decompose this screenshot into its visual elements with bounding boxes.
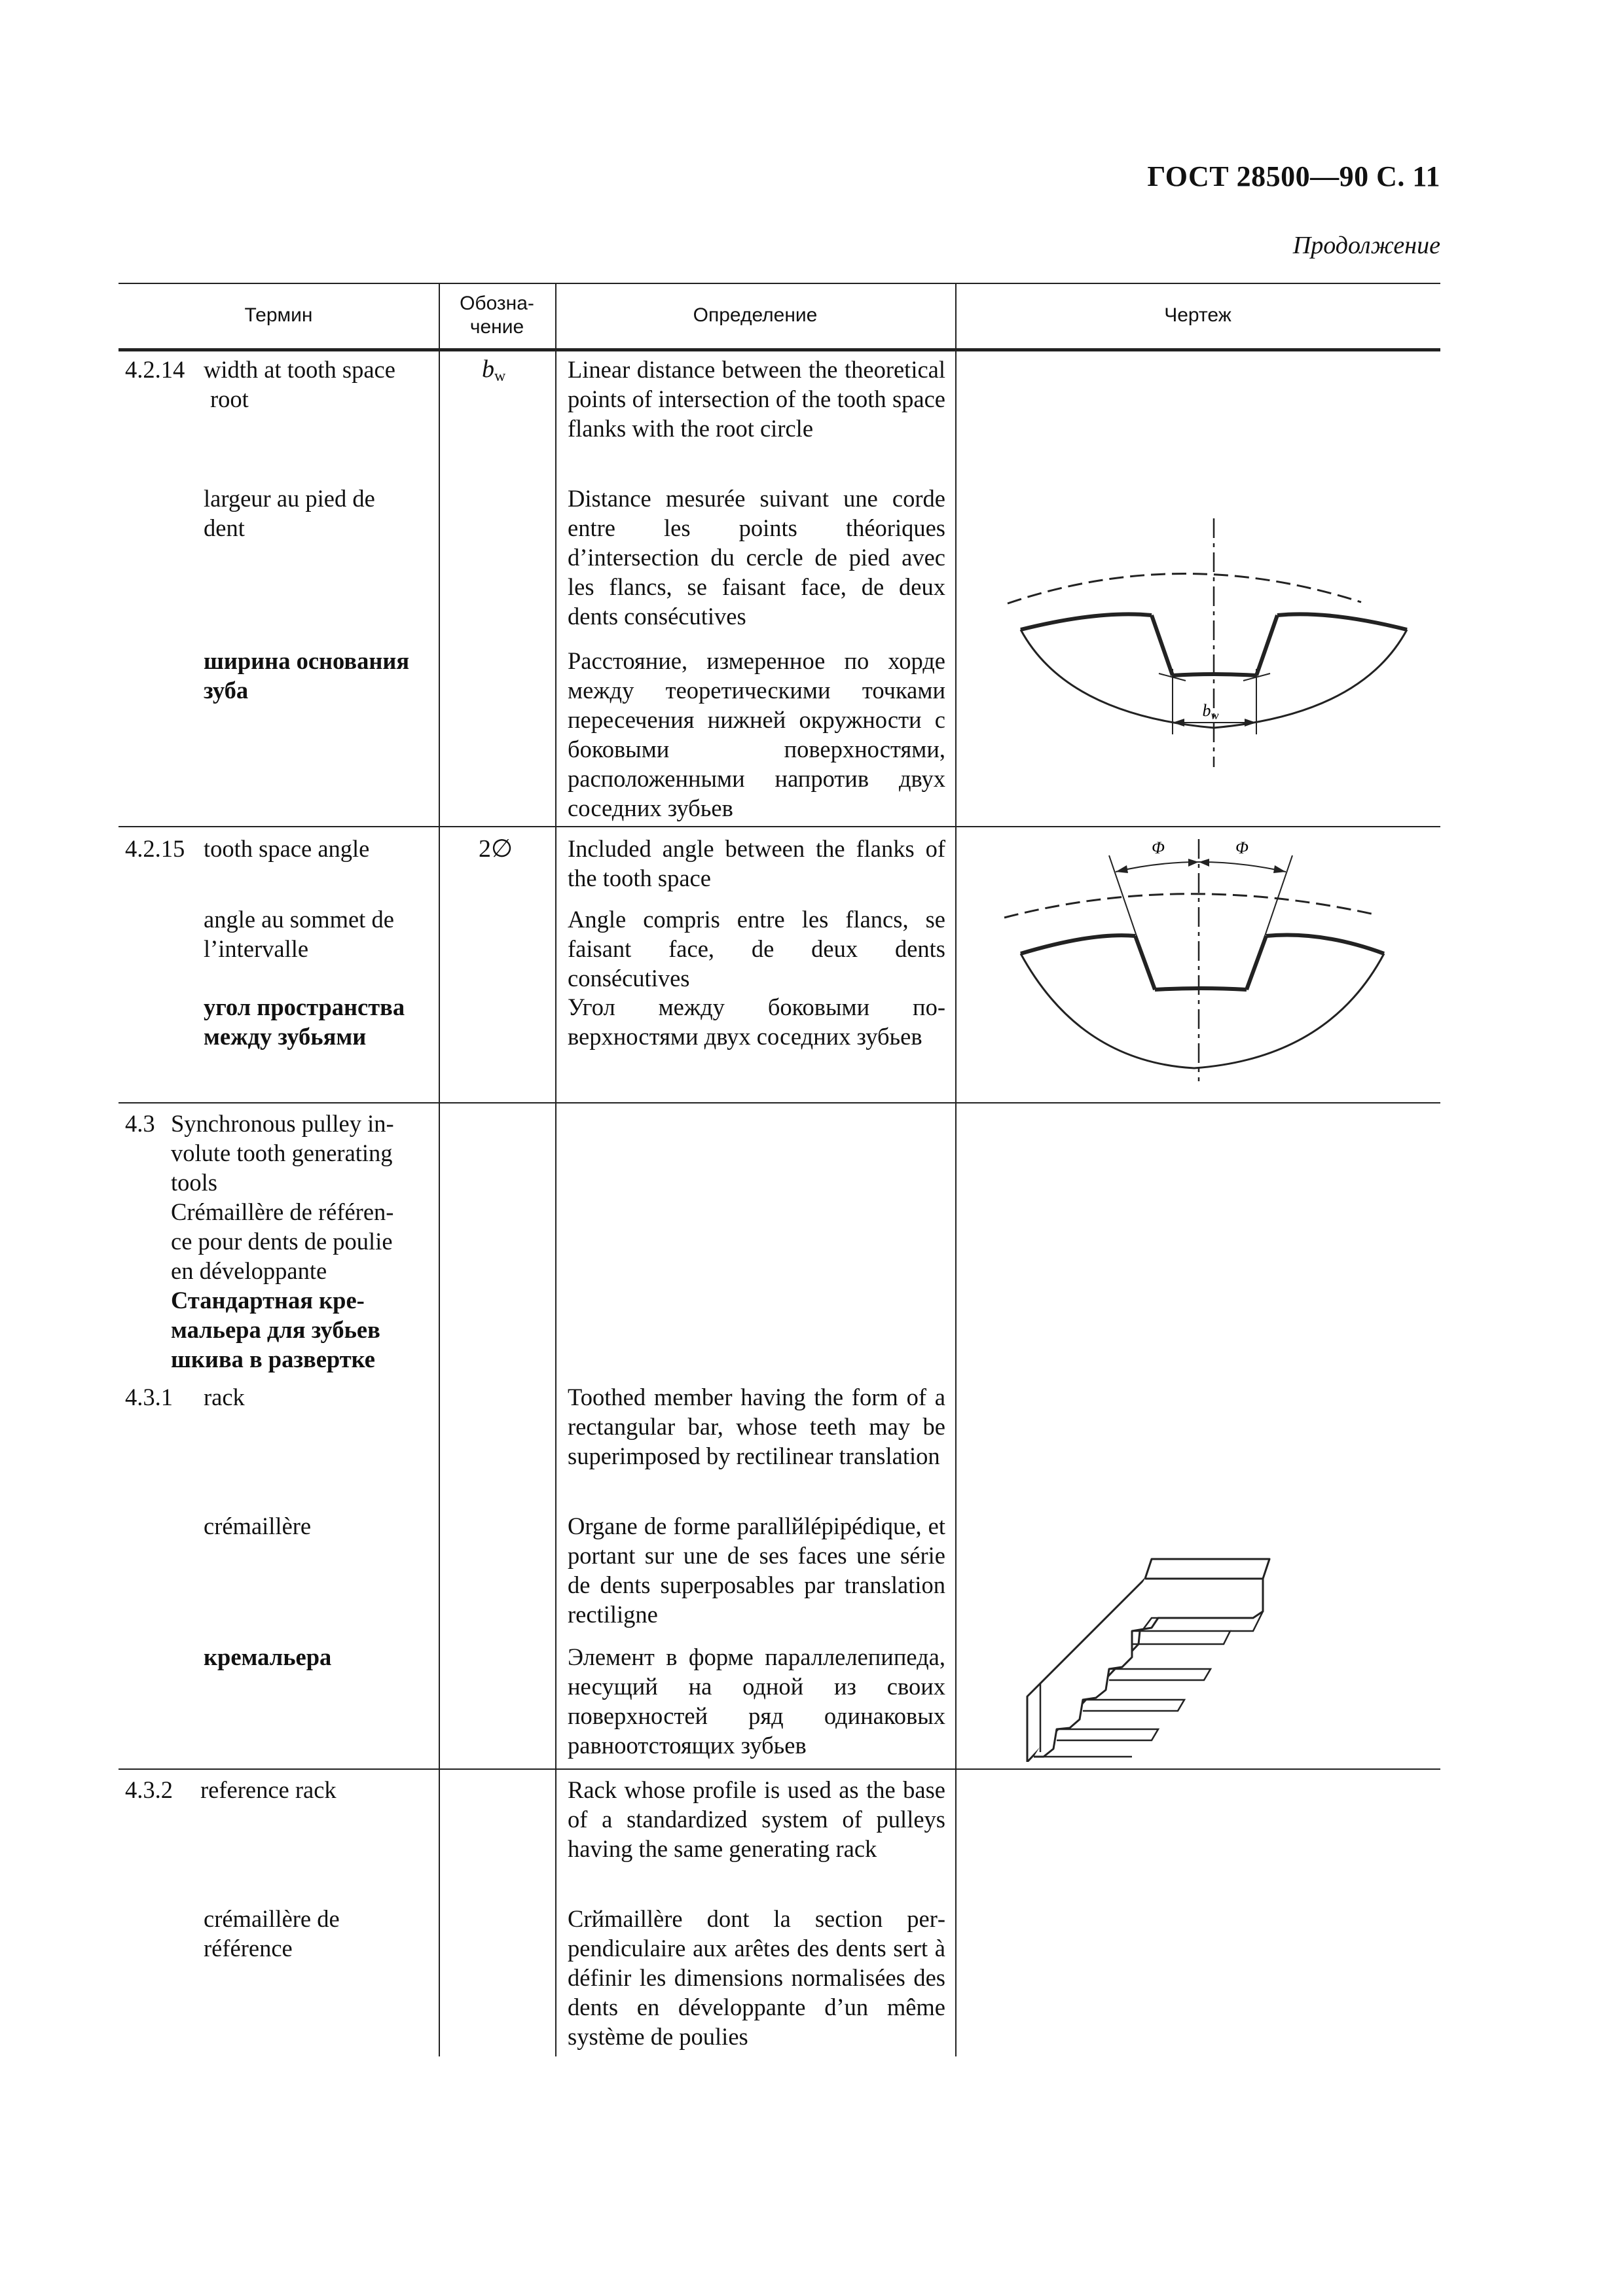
page-header: ГОСТ 28500—90 С. 11 xyxy=(1147,160,1440,192)
definition-ru: Расстояние, измеренное по хорде между теоретическими точками пересечения нижней окружности с боковыми поверхностями, расположенными напротив двух соседних зубьев xyxy=(568,647,945,821)
definition-en: Linear distance between the theoretical points of intersection of the tooth space flanks with the root circle xyxy=(568,356,945,442)
symbol-letter: b xyxy=(482,355,494,383)
heading-line: tools xyxy=(171,1169,217,1196)
term-fr xyxy=(204,484,439,543)
definition-en: Rack whose profile is used as the base of a standardized system of pulleys having the same generating rack xyxy=(568,1776,945,1862)
term-ru xyxy=(204,992,439,1051)
term-line: référence xyxy=(204,1935,293,1962)
section-heading-en xyxy=(171,1109,433,1197)
term-en: tooth space angle xyxy=(204,835,370,862)
term-number: 4.3.1 xyxy=(125,1384,173,1410)
heading-line: Crémaillère de référen- xyxy=(171,1198,394,1225)
heading-line: шкива в развертке xyxy=(171,1346,375,1372)
definition-fr: Organe de forme parallйlépipédique, et portant sur une de ses faces une série de dents superposables par translation rectiligne xyxy=(568,1513,945,1628)
term-fr: crémaillère xyxy=(204,1513,312,1539)
angle-arrow xyxy=(1188,859,1199,867)
term-line: l’intervalle xyxy=(204,935,309,962)
angle-arrow xyxy=(1116,865,1128,873)
term-ru: кремальера xyxy=(204,1643,332,1670)
column-divider xyxy=(555,283,556,2056)
heading-line: en développante xyxy=(171,1257,327,1284)
symbol-4-2-14 xyxy=(482,355,505,386)
heading-line: Synchronous pulley in- xyxy=(171,1110,394,1137)
term-en: reference rack xyxy=(200,1776,337,1803)
term-line: угол пространства xyxy=(204,994,405,1020)
term-ru xyxy=(204,646,439,705)
angle-arrow xyxy=(1199,859,1209,867)
column-header-symbol-line: Обозна- xyxy=(460,293,534,314)
dimension-arrow xyxy=(1245,719,1256,726)
column-header-term: Термин xyxy=(244,304,313,326)
term-line: angle au sommet de xyxy=(204,906,394,933)
symbol-subscript: w xyxy=(494,368,506,385)
tooth-space-angle-drawing xyxy=(955,826,1440,1102)
term-number: 4.2.14 xyxy=(125,356,185,383)
heading-line: Стандартная кре- xyxy=(171,1287,365,1314)
column-header-definition: Определение xyxy=(693,304,818,326)
definition-ru: Элемент в форме параллелепипеда, несущий на одной из своих поверхностей ряд одинаковых равноотстоящих зубьев xyxy=(568,1643,945,1759)
term-line: между зубьями xyxy=(204,1023,367,1050)
dimension-arrow xyxy=(1173,719,1184,726)
row-divider xyxy=(119,1102,1440,1103)
section-heading-ru xyxy=(171,1285,433,1374)
definition-ru: Угол между боковыми поверхностями двух соседних зубьев xyxy=(568,994,945,1050)
term-line: largeur au pied de xyxy=(204,485,375,512)
symbol-4-2-15: 2∅ xyxy=(479,835,513,863)
column-header-symbol-line: чение xyxy=(469,316,524,338)
heading-line: мальера для зубьев xyxy=(171,1316,380,1343)
term-line: зуба xyxy=(204,677,249,704)
definition-en: Toothed member having the form of a rectangular bar, whose teeth may be superimposed by rectilinear translation xyxy=(568,1384,945,1469)
angle-arrow xyxy=(1273,865,1286,873)
definition-fr: Angle compris entre les flancs, se faisant face, de deux dents consécutives xyxy=(568,906,945,992)
heading-line: ce pour dents de poulie xyxy=(171,1228,393,1255)
continuation-label: Продолжение xyxy=(1292,232,1440,259)
term-line: root xyxy=(210,386,249,412)
angle-label-left: Φ xyxy=(1152,838,1165,857)
row-divider xyxy=(119,1768,1440,1770)
column-divider xyxy=(439,283,440,2056)
width-at-tooth-space-root-drawing xyxy=(955,348,1440,826)
term-line: crémaillère de xyxy=(204,1905,340,1932)
definition-fr: Crйmaillère dont la section perpendiculaire aux arêtes des dents sert à définir les dimensions normalisées des dents en développante d’un même système de poulies xyxy=(568,1905,945,2050)
definition-fr: Distance mesurée suivant une corde entre les points théoriques d’intersection du cercle de pied avec les flancs, se faisant face, de deux dents consécutives xyxy=(568,485,945,630)
term-line: ширина основания xyxy=(204,647,410,674)
section-number: 4.3 xyxy=(125,1110,155,1137)
term-line: width at tooth space xyxy=(204,356,395,383)
rack-drawing xyxy=(955,1291,1440,1762)
column-header-symbol xyxy=(439,283,555,348)
dimension-label-bw: bw xyxy=(1202,701,1219,722)
term-fr xyxy=(204,1904,439,1963)
term-fr xyxy=(204,905,439,963)
column-header-drawing: Чертеж xyxy=(1164,304,1231,326)
terms-table xyxy=(119,283,1440,2056)
section-heading-fr xyxy=(171,1197,433,1285)
term-en: rack xyxy=(204,1384,245,1410)
term-number: 4.2.15 xyxy=(125,835,185,862)
term-line: dent xyxy=(204,514,245,541)
heading-line: volute tooth generating xyxy=(171,1139,393,1166)
definition-en: Included angle between the flanks of the tooth space xyxy=(568,835,945,891)
term-en xyxy=(204,355,439,414)
angle-label-right: Φ xyxy=(1235,838,1249,857)
term-number: 4.3.2 xyxy=(125,1776,173,1803)
